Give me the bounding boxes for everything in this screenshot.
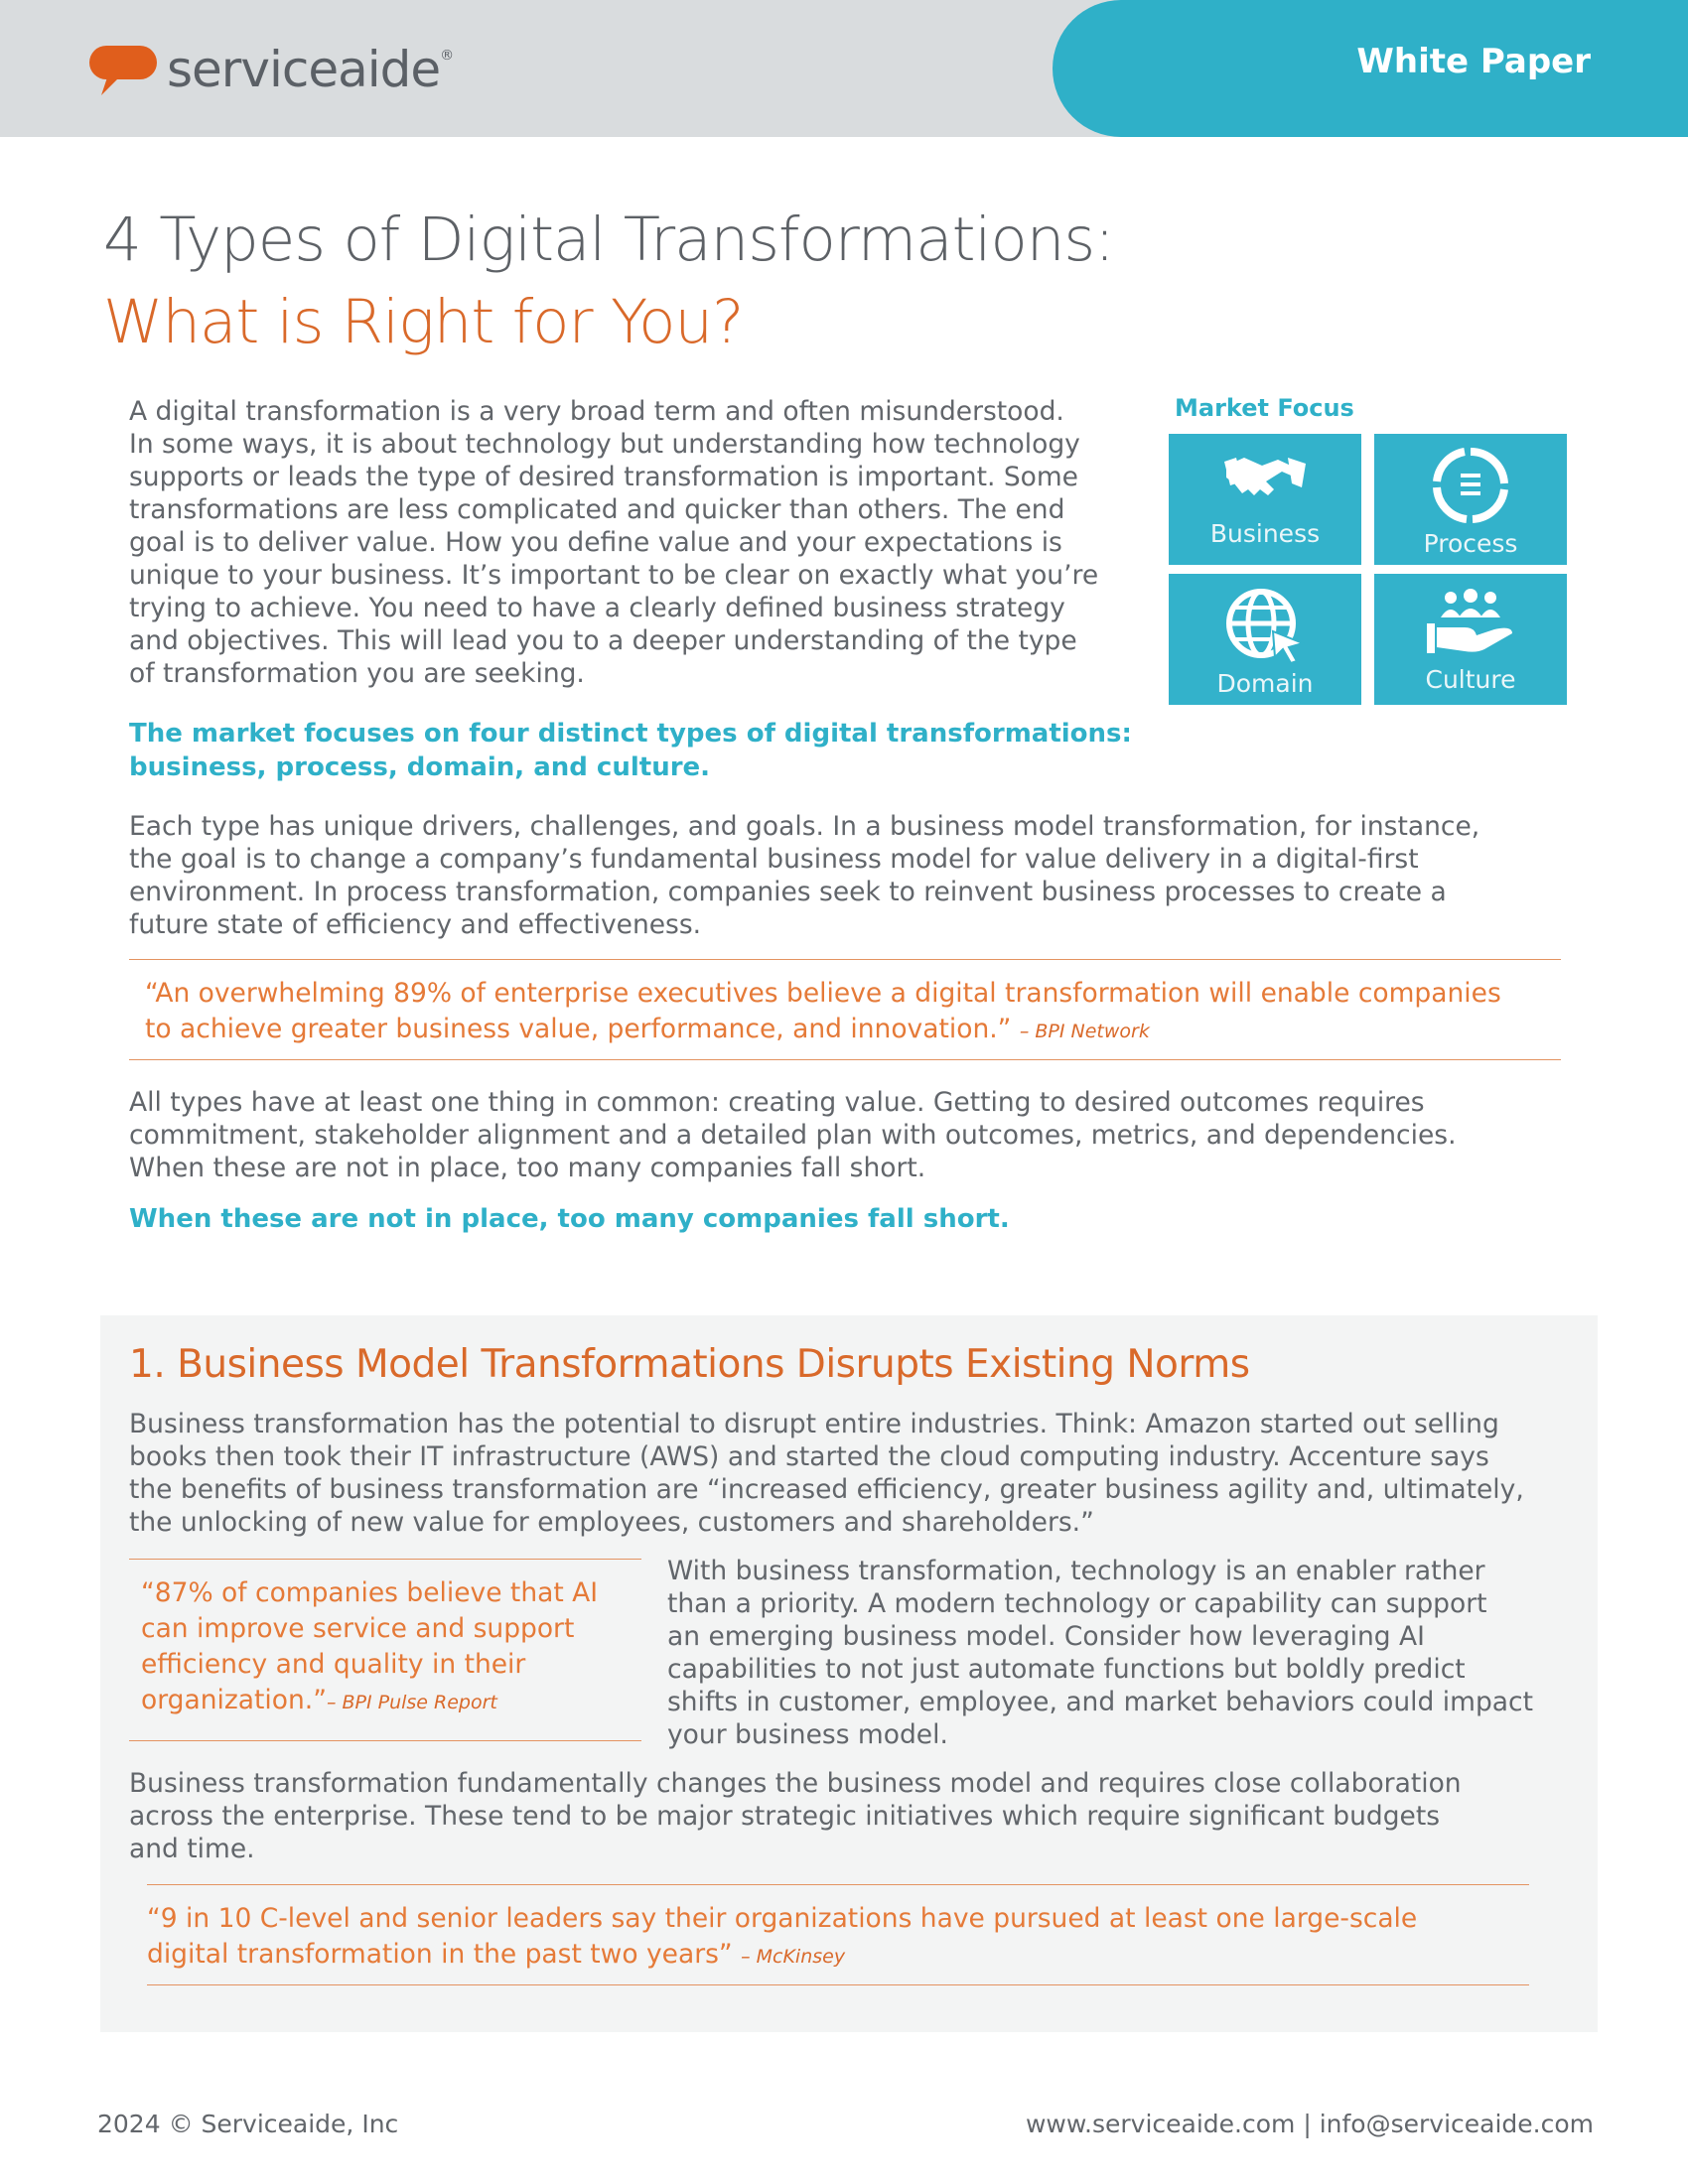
- paragraph-line: Each type has unique drivers, challenges, and goals. In a business model transformation, for instance,: [129, 811, 1480, 842]
- tile-label: Business: [1209, 519, 1321, 548]
- paragraph-line: than a priority. A modern technology or capability can support: [667, 1588, 1487, 1619]
- people-hand-icon: [1425, 588, 1516, 659]
- paragraph-line: Business transformation fundamentally changes the business model and requires close collaboration: [129, 1768, 1462, 1799]
- quote-source: – BPI Network: [1019, 1021, 1150, 1042]
- document-type-label: White Paper: [1356, 42, 1591, 81]
- intro-line: unique to your business. It’s important to be clear on exactly what you’re: [129, 560, 1099, 591]
- tile-label: Culture: [1425, 665, 1516, 694]
- paragraph-line: an emerging business model. Consider how leveraging AI: [667, 1621, 1426, 1652]
- page-title: [103, 199, 1114, 363]
- fall-short-callout: When these are not in place, too many companies fall short.: [129, 1204, 1010, 1234]
- quote-line: “An overwhelming 89% of enterprise executives believe a digital transformation will enable companies: [145, 978, 1501, 1009]
- paragraph-line: across the enterprise. These tend to be major strategic initiatives which require significant budgets: [129, 1801, 1441, 1832]
- market-tile-process: [1374, 434, 1567, 565]
- paragraph-line: the benefits of business transformation are “increased efficiency, greater business agility and, ultimately,: [129, 1474, 1524, 1505]
- title-line-2: What is Right for You?: [103, 287, 744, 357]
- intro-line: In some ways, it is about technology but understanding how technology: [129, 429, 1080, 460]
- quote-line: can improve service and support: [141, 1613, 575, 1644]
- quote-line: “87% of companies believe that AI: [141, 1577, 599, 1608]
- paragraph-line: Business transformation has the potential to disrupt entire industries. Think: Amazon started out selling: [129, 1409, 1499, 1439]
- tile-label: Domain: [1216, 669, 1314, 698]
- contact-footer-link[interactable]: www.serviceaide.com | info@serviceaide.com: [1025, 2110, 1594, 2138]
- bpi-pulse-quote: [129, 1559, 641, 1741]
- callout-line: business, process, domain, and culture.: [129, 752, 711, 782]
- technology-enabler-paragraph: [667, 1555, 1581, 1751]
- market-focus-label: Market Focus: [1175, 394, 1354, 422]
- mckinsey-quote: [147, 1884, 1529, 1985]
- paragraph-line: commitment, stakeholder alignment and a detailed plan with outcomes, metrics, and dependencies.: [129, 1120, 1457, 1151]
- intro-line: supports or leads the type of desired transformation is important. Some: [129, 462, 1078, 492]
- paragraph-line: and time.: [129, 1834, 255, 1864]
- intro-paragraph: [129, 395, 1132, 690]
- quote-line: organization.”: [141, 1685, 327, 1715]
- collaboration-paragraph: [129, 1767, 1579, 1865]
- paragraph-line: the goal is to change a company’s fundamental business model for value delivery in a digital-first: [129, 844, 1419, 875]
- intro-line: A digital transformation is a very broad term and often misunderstood.: [129, 396, 1064, 427]
- paragraph-line: future state of efficiency and effectiveness.: [129, 909, 702, 940]
- paragraph-line: books then took their IT infrastructure (AWS) and started the cloud computing industry. Accenture says: [129, 1441, 1489, 1472]
- intro-line: of transformation you are seeking.: [129, 658, 585, 689]
- document-type-tab: [1053, 0, 1688, 137]
- market-tile-business: [1169, 434, 1361, 565]
- logo-wordmark: serviceaide®: [167, 41, 454, 98]
- intro-line: transformations are less complicated and quicker than others. The end: [129, 494, 1065, 525]
- paragraph-line: All types have at least one thing in common: creating value. Getting to desired outcomes requires: [129, 1087, 1425, 1118]
- intro-line: goal is to deliver value. How you define value and your expectations is: [129, 527, 1062, 558]
- title-line-1: 4 Types of Digital Transformations:: [103, 205, 1114, 275]
- paragraph-line: your business model.: [667, 1719, 948, 1750]
- section-intro-paragraph: [129, 1408, 1589, 1539]
- types-paragraph: [129, 810, 1579, 941]
- paragraph-line: shifts in customer, employee, and market behaviors could impact: [667, 1687, 1533, 1717]
- paragraph-line: environment. In process transformation, companies seek to reinvent business processes to create a: [129, 877, 1447, 907]
- quote-source: – BPI Pulse Report: [326, 1692, 497, 1713]
- bpi-network-quote: [129, 959, 1561, 1060]
- copyright-footer: 2024 © Serviceaide, Inc: [97, 2110, 399, 2138]
- paragraph-line: capabilities to not just automate functions but boldly predict: [667, 1654, 1466, 1685]
- callout-line: The market focuses on four distinct types of digital transformations:: [129, 719, 1132, 749]
- paragraph-line: When these are not in place, too many companies fall short.: [129, 1153, 926, 1183]
- market-tile-culture: [1374, 574, 1567, 705]
- quote-source: – McKinsey: [741, 1946, 846, 1968]
- market-focus-callout: [129, 717, 1132, 784]
- tile-label: Process: [1423, 529, 1518, 558]
- quote-line: digital transformation in the past two years”: [147, 1939, 733, 1970]
- intro-line: and objectives. This will lead you to a deeper understanding of the type: [129, 625, 1077, 656]
- globe-cursor-icon: [1225, 588, 1305, 663]
- section-title: 1. Business Model Transformations Disrupts Existing Norms: [129, 1342, 1250, 1387]
- value-paragraph: [129, 1086, 1579, 1184]
- speech-bubble-logo-icon: [87, 40, 159, 99]
- serviceaide-logo[interactable]: [87, 40, 453, 99]
- quote-line: “9 in 10 C-level and senior leaders say their organizations have pursued at least one large-scale: [147, 1903, 1418, 1934]
- paragraph-line: the unlocking of new value for employees, customers and shareholders.”: [129, 1507, 1094, 1538]
- cycle-icon: [1433, 448, 1508, 523]
- quote-line: efficiency and quality in their: [141, 1649, 526, 1680]
- intro-line: trying to achieve. You need to have a clearly defined business strategy: [129, 593, 1065, 623]
- paragraph-line: With business transformation, technology is an enabler rather: [667, 1556, 1485, 1586]
- handshake-icon: [1222, 448, 1308, 513]
- quote-line: to achieve greater business value, performance, and innovation.”: [145, 1014, 1012, 1044]
- market-tile-domain: [1169, 574, 1361, 705]
